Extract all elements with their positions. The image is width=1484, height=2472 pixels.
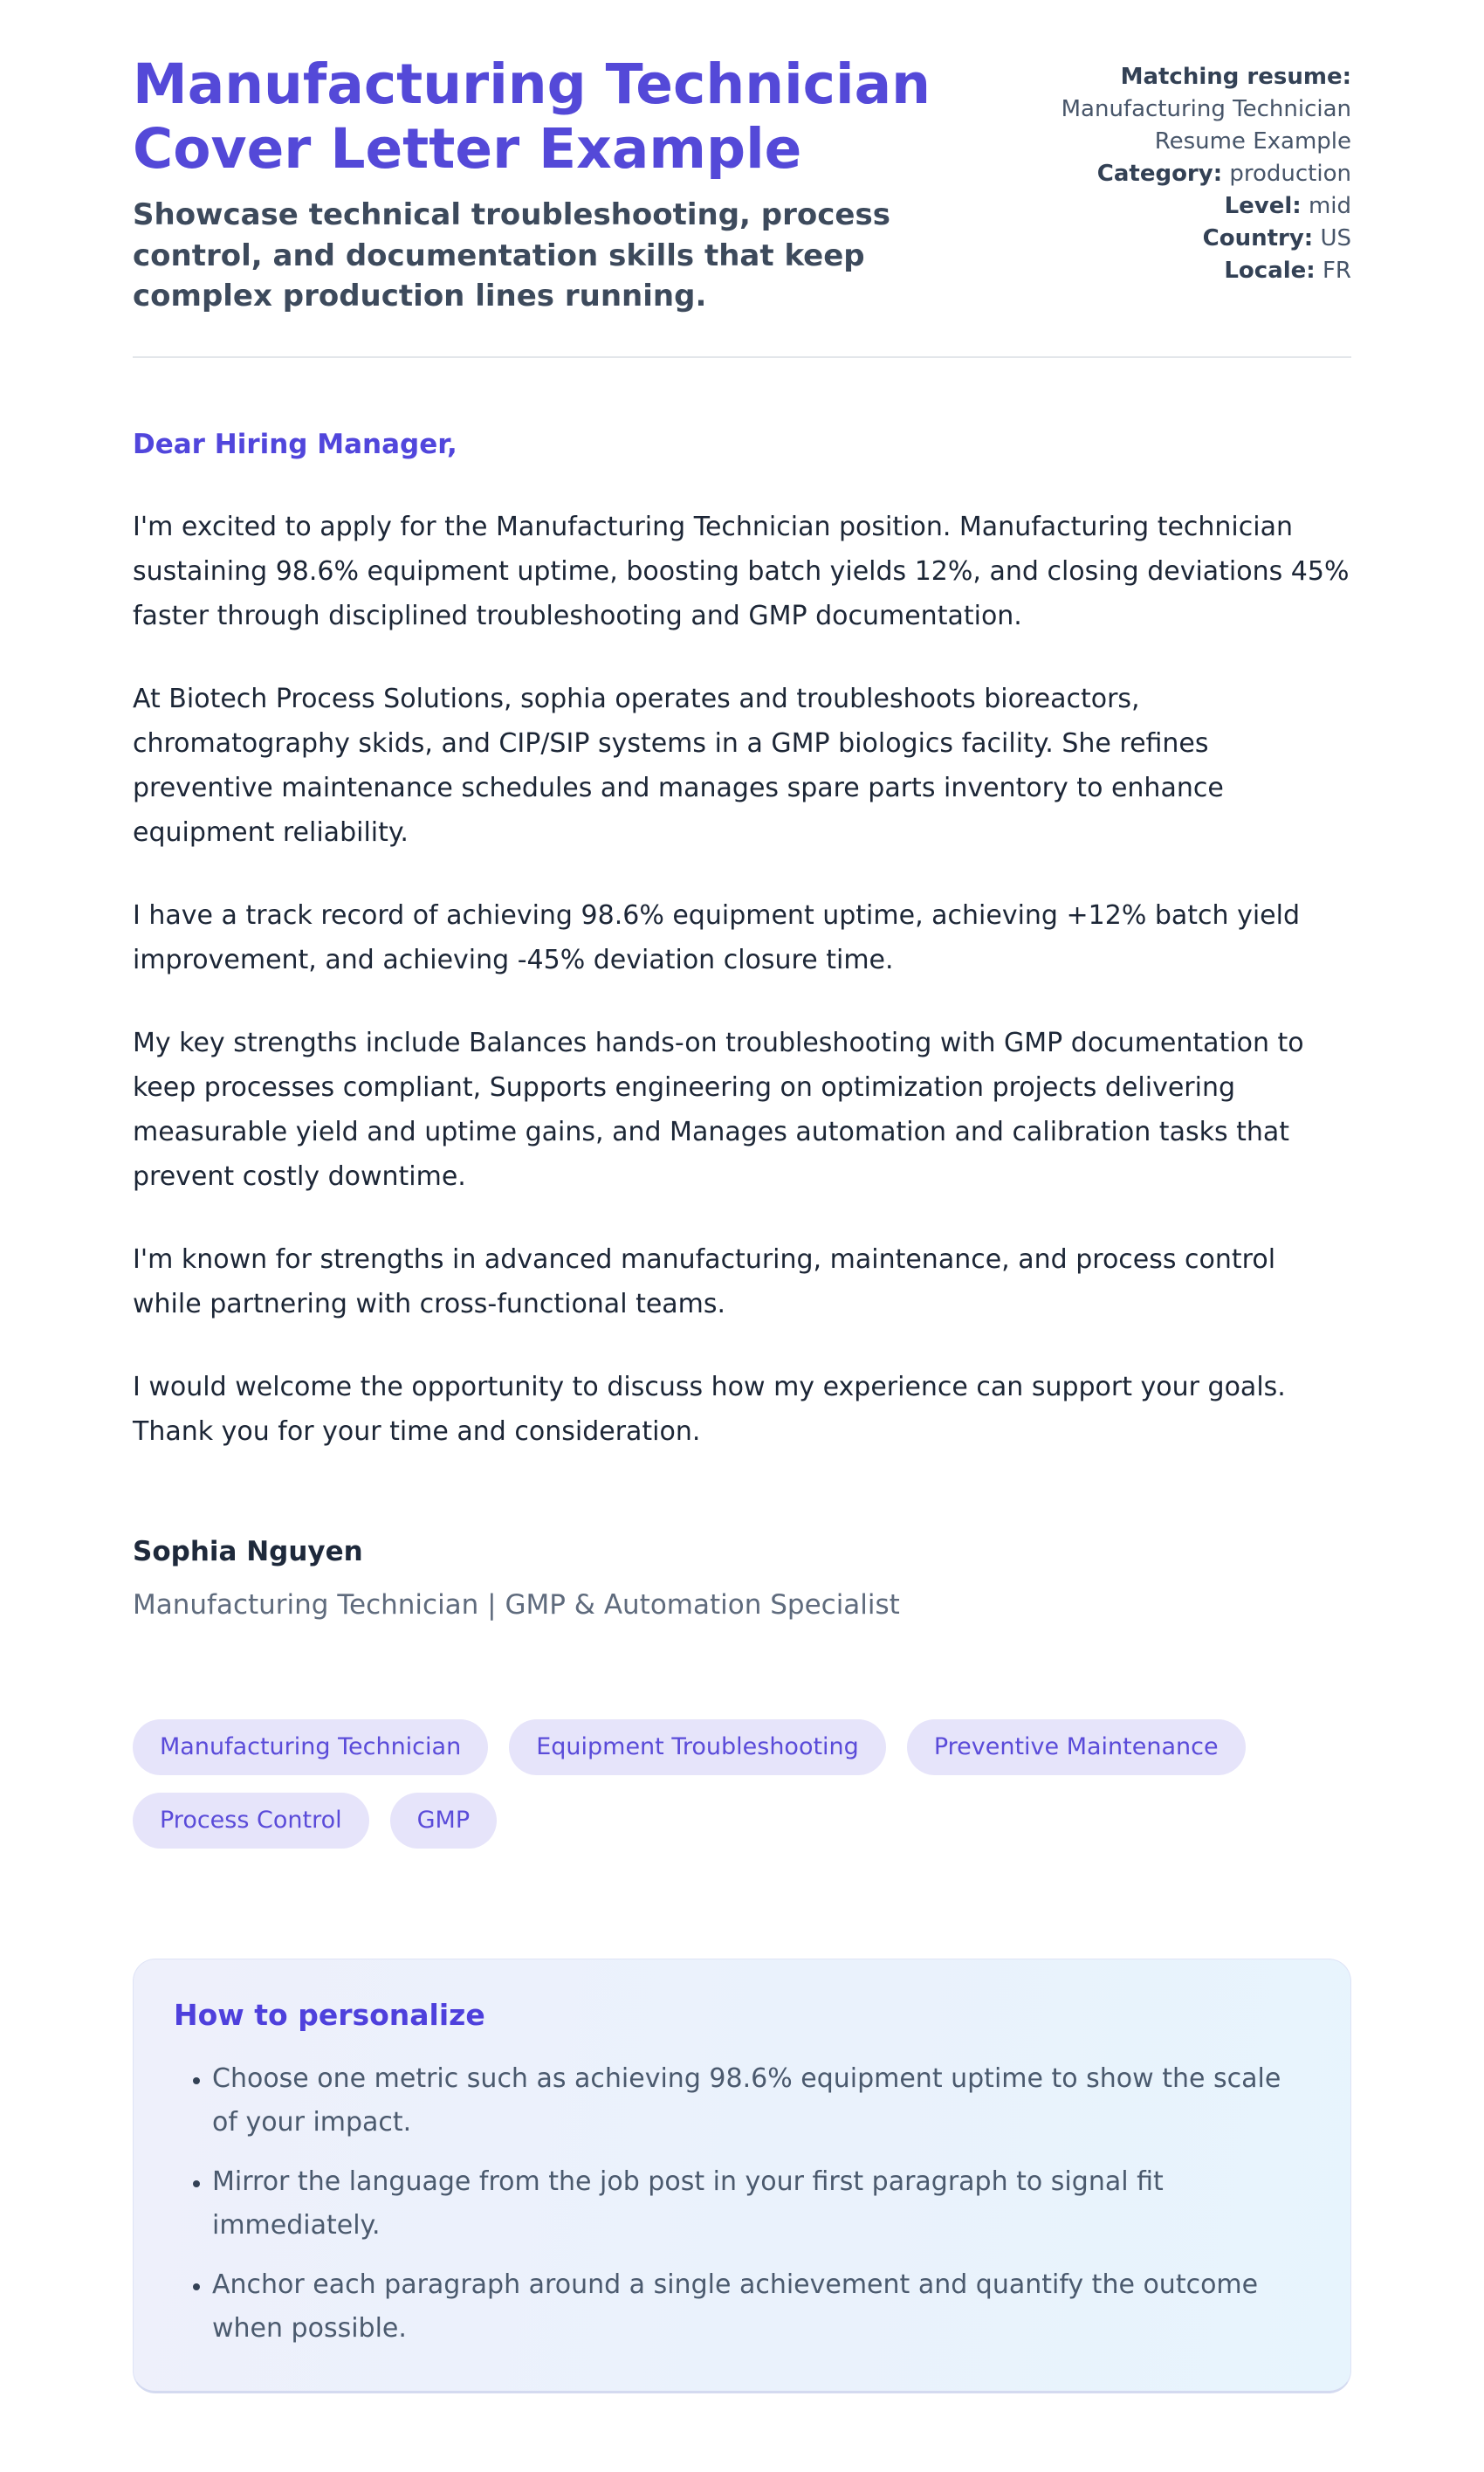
tag-manufacturing-technician[interactable]: Manufacturing Technician bbox=[133, 1719, 488, 1775]
letter-paragraph-4: My key strengths include Balances hands-on troubleshooting with GMP documentation to keep processes compliant, Supports engineering on optimization projects delivering measurable yield and uptime gains, and Manages automation and calibration tasks that prevent costly downtime. bbox=[133, 1028, 1304, 1193]
personalize-list bbox=[174, 2057, 1309, 2351]
personalize-box bbox=[133, 1959, 1351, 2393]
tag-preventive-maintenance[interactable]: Preventive Maintenance bbox=[907, 1719, 1246, 1775]
meta-matching-resume bbox=[1027, 61, 1351, 158]
meta-level bbox=[1027, 190, 1351, 223]
meta-matching-resume-value: Manufacturing Technician Resume Example bbox=[1061, 96, 1351, 155]
tag-process-control[interactable]: Process Control bbox=[133, 1793, 369, 1849]
meta-matching-resume-label: Matching resume: bbox=[1120, 64, 1351, 90]
meta-country-label: Country: bbox=[1202, 225, 1314, 251]
meta-category-label: Category: bbox=[1096, 161, 1223, 187]
meta-locale-value: FR bbox=[1322, 258, 1351, 284]
signature-name: Sophia Nguyen bbox=[133, 1536, 363, 1568]
tag-list bbox=[133, 1719, 1351, 1849]
meta-level-value: mid bbox=[1308, 193, 1351, 219]
personalize-item-2: • Mirror the language from the job post in your first paragraph to signal fit immediately. bbox=[212, 2160, 1309, 2248]
page-title: Manufacturing Technician Cover Letter Example bbox=[133, 52, 931, 181]
personalize-item-1: • Choose one metric such as achieving 98.6% equipment uptime to show the scale of your impact. bbox=[212, 2057, 1309, 2145]
letter-paragraph-5: I'm known for strengths in advanced manufacturing, maintenance, and process control while partnering with cross-functional teams. bbox=[133, 1244, 1276, 1320]
personalize-heading: How to personalize bbox=[174, 1998, 485, 2033]
header-title-block bbox=[133, 52, 1027, 316]
tag-gmp[interactable]: GMP bbox=[390, 1793, 498, 1849]
meta-locale-label: Locale: bbox=[1224, 258, 1316, 284]
letter-paragraph-6: I would welcome the opportunity to discuss how my experience can support your goals. Thank you for your time and consideration. bbox=[133, 1372, 1286, 1448]
meta-category-value: production bbox=[1229, 161, 1351, 187]
letter-body bbox=[133, 423, 1351, 1627]
page-header bbox=[133, 52, 1351, 316]
meta-country-value: US bbox=[1320, 225, 1351, 251]
meta-category bbox=[1027, 158, 1351, 190]
meta-panel bbox=[1027, 61, 1351, 287]
personalize-item-3: • Anchor each paragraph around a single achievement and quantify the outcome when possible. bbox=[212, 2263, 1309, 2351]
signature-role: Manufacturing Technician | GMP & Automation Specialist bbox=[133, 1589, 900, 1622]
letter-greeting: Dear Hiring Manager, bbox=[133, 429, 457, 461]
page-subtitle: Showcase technical troubleshooting, process control, and documentation skills that keep complex production lines running. bbox=[133, 197, 890, 313]
tag-equipment-troubleshooting[interactable]: Equipment Troubleshooting bbox=[509, 1719, 886, 1775]
letter-paragraph-1: I'm excited to apply for the Manufacturing Technician position. Manufacturing technician sustaining 98.6% equipment uptime, boosting batch yields 12%, and closing deviations 45% faster through disciplined troubleshooting and GMP documentation. bbox=[133, 512, 1350, 632]
letter-paragraph-2: At Biotech Process Solutions, sophia operates and troubleshoots bioreactors, chromatography skids, and CIP/SIP systems in a GMP biologics facility. She refines preventive maintenance schedules and manages spare parts inventory to enhance equipment reliability. bbox=[133, 684, 1224, 849]
header-divider bbox=[133, 356, 1351, 358]
meta-locale bbox=[1027, 255, 1351, 287]
letter-paragraph-3: I have a track record of achieving 98.6% equipment uptime, achieving +12% batch yield improvement, and achieving -45% deviation closure time. bbox=[133, 900, 1301, 976]
meta-country bbox=[1027, 223, 1351, 255]
meta-level-label: Level: bbox=[1224, 193, 1302, 219]
